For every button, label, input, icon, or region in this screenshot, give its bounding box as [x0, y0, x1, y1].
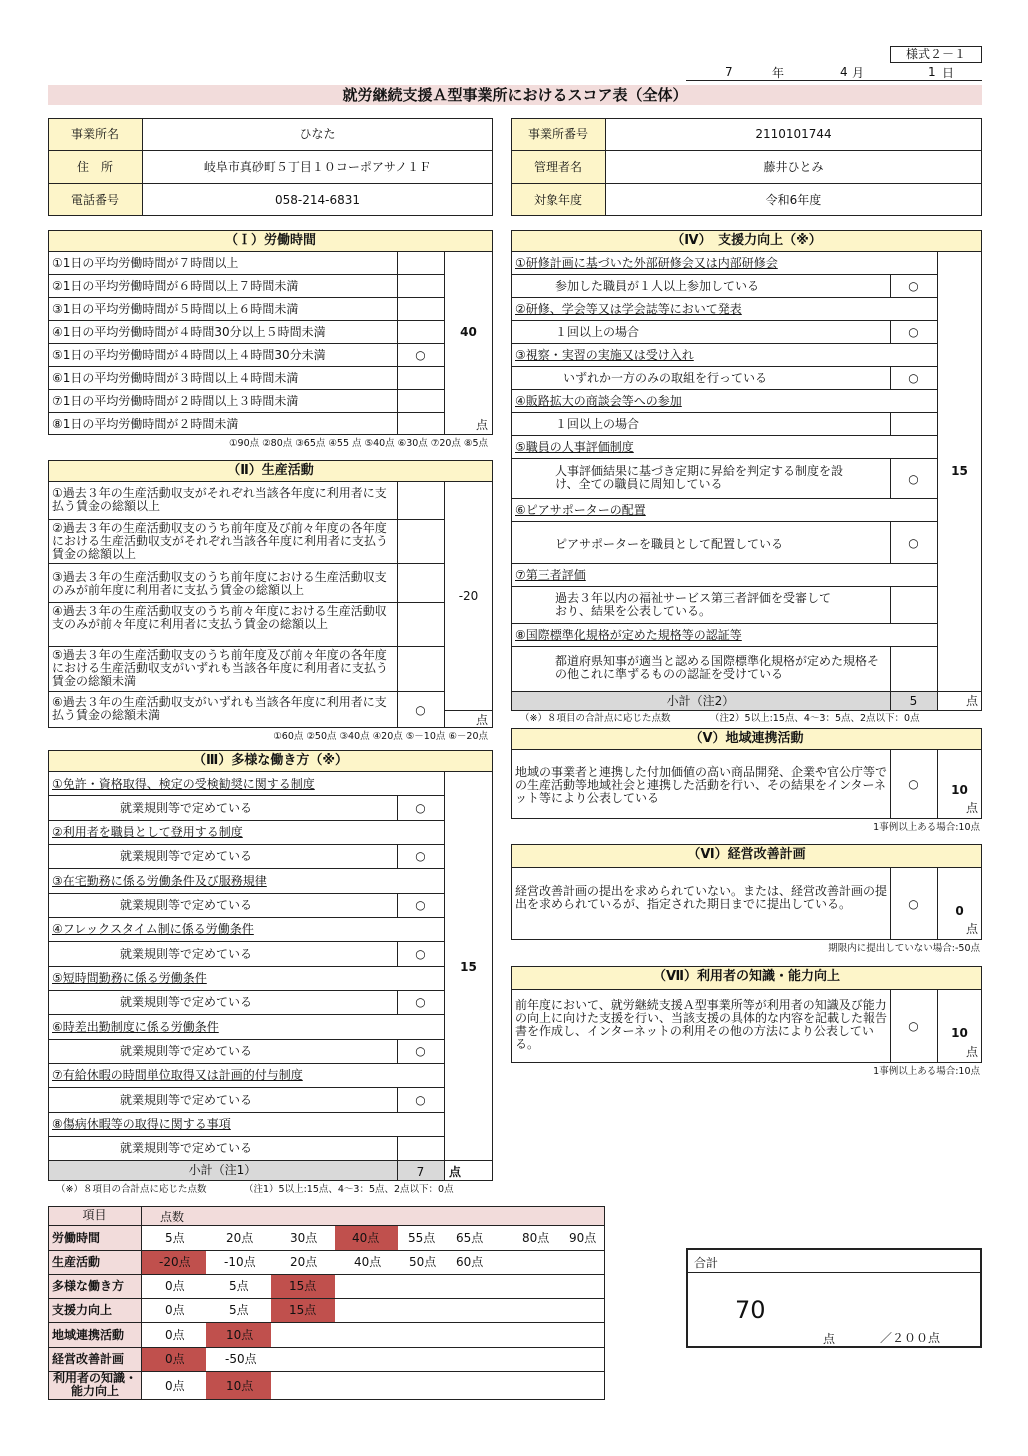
manager-label: 管理者名: [533, 160, 582, 174]
summary-value: 60点: [456, 1255, 484, 1269]
total-value: 70: [735, 1296, 766, 1324]
s6-note: 期限内に提出していない場合:-50点: [828, 943, 980, 954]
s3-rule-2: 就業規則等で定めている: [120, 849, 253, 863]
s4-subtotal: 5: [909, 694, 918, 708]
s1-item-2: ②1日の平均労働時間が６時間以上７時間未満: [52, 279, 299, 293]
summary-value: 15点: [289, 1303, 317, 1317]
summary-value: 50点: [409, 1255, 437, 1269]
summary-col-item: 項目: [82, 1208, 107, 1222]
summary-value: 15点: [289, 1279, 317, 1293]
s1-item-3: ③1日の平均労働時間が５時間以上６時間未満: [52, 302, 299, 316]
s3-rule-3: 就業規則等で定めている: [120, 898, 253, 912]
s4-item-5-body: 人事評価結果に基づき定期に昇給を判定する制度を設け、全ての職員に周知している: [555, 464, 844, 491]
s1-note: ①90点 ②80点 ③65点 ④55 点 ⑤40点 ⑥30点 ⑦20点 ⑧5点: [229, 438, 488, 449]
s3-mark-6: ○: [415, 1044, 426, 1058]
date-year-unit: 年: [772, 66, 785, 80]
s4-item-3-head: ③視察・実習の実施又は受け入れ: [515, 348, 694, 362]
s4-item-5-head: ⑤職員の人事評価制度: [515, 440, 634, 454]
summary-row-diverse: 多様な働き方: [52, 1279, 125, 1293]
section-6-title: （Ⅵ）経営改善計画: [511, 844, 982, 868]
s7-score: 10: [951, 1026, 968, 1040]
office-name-label: 事業所名: [70, 127, 119, 141]
summary-value: 0点: [165, 1303, 185, 1317]
summary-value: 30点: [290, 1231, 318, 1245]
summary-value: 0点: [165, 1379, 185, 1393]
s4-item-8-head: ⑧国際標準化規格が定めた規格等の認証等: [515, 628, 742, 642]
s3-subtotal-label: 小計（注1）: [188, 1163, 257, 1177]
form-code: 様式２－１: [905, 47, 966, 61]
s3-mark-3: ○: [415, 898, 426, 912]
s2-unit: 点: [476, 713, 489, 727]
summary-value: 5点: [229, 1303, 249, 1317]
summary-value: -20点: [159, 1255, 191, 1269]
date-year: 7: [725, 65, 733, 79]
office-number-label: 事業所番号: [527, 127, 588, 141]
total-label: 合計: [694, 1256, 719, 1270]
date-day: 1: [928, 65, 936, 79]
date-underline: [686, 80, 982, 81]
s7-mark: ○: [908, 1019, 919, 1033]
s2-item-5: ⑤過去３年の生産活動収支のうち前年度及び前々年度の各年度における生産活動収支がいずれも当該各年度に利用者に支払う賃金の総額未満: [52, 648, 389, 688]
summary-value: 20点: [226, 1231, 254, 1245]
s4-item-2-head: ②研修、学会等又は学会誌等において発表: [515, 302, 742, 316]
s2-item-2: ②過去３年の生産活動収支のうち前年度及び前々年度の各年度における生産活動収支がそれぞれ当該各年度に利用者に支払う賃金の総額以上: [52, 521, 389, 561]
s3-mark-1: ○: [415, 801, 426, 815]
s3-item-2: ②利用者を職員として登用する制度: [52, 825, 243, 839]
s2-item-3: ③過去３年の生産活動収支のうち前年度における生産活動収支のみが前年度に利用者に支払う賃金の総額以上: [52, 570, 387, 597]
s3-item-8: ⑧傷病休暇等の取得に関する事項: [52, 1117, 231, 1131]
s2-item-4: ④過去３年の生産活動収支のうち前々年度における生産活動収支のみが前々年度に利用者に支払う賃金の総額以上: [52, 604, 387, 631]
s4-item-5-mark: ○: [908, 472, 919, 486]
s3-item-1: ①免許・資格取得、検定の受検勧奨に関する制度: [52, 777, 315, 791]
summary-value: -10点: [224, 1255, 256, 1269]
date-day-unit: 日: [942, 66, 955, 80]
s4-item-6-body: ピアサポーターを職員として配置している: [555, 537, 784, 551]
s4-item-1-mark: ○: [908, 279, 919, 293]
date-month: 4: [840, 65, 848, 79]
manager: 藤井ひとみ: [763, 160, 824, 174]
summary-value: 55点: [408, 1231, 436, 1245]
s4-item-1-body: 参加した職員が１人以上参加している: [555, 279, 760, 293]
summary-value: 90点: [569, 1231, 597, 1245]
summary-value: 0点: [165, 1279, 185, 1293]
s5-unit: 点: [966, 801, 979, 815]
s6-mark: ○: [908, 897, 919, 911]
s6-unit: 点: [966, 922, 979, 936]
s7-note: 1事例以上ある場合:10点: [873, 1066, 980, 1077]
s5-score: 10: [951, 783, 968, 797]
phone-label: 電話番号: [70, 193, 119, 207]
s3-note-2: （注1）5以上:15点、4～3：5点、2点以下：0点: [244, 1184, 454, 1195]
s4-item-3-body: いずれか一方のみの取組を行っている: [563, 371, 768, 385]
s5-body: 地域の事業者と連携した付加価値の高い商品開発、企業や官公庁等での生産活動等地域社会と連携した活動を行い、その結果をインターネット等により公表している: [515, 765, 888, 805]
section-1-title: （Ｉ）労働時間: [48, 230, 493, 252]
s1-item-7: ⑦1日の平均労働時間が２時間以上３時間未満: [52, 394, 299, 408]
s7-unit: 点: [966, 1045, 979, 1059]
s5-mark: ○: [908, 777, 919, 791]
s4-item-7-body: 過去３年以内の福祉サービス第三者評価を受審しており、結果を公表している。: [555, 591, 832, 618]
s3-rule-7: 就業規則等で定めている: [120, 1093, 253, 1107]
s1-item-8: ⑧1日の平均労働時間が２時間未満: [52, 417, 239, 431]
section-4-title: （Ⅳ） 支援力向上（※）: [511, 230, 982, 252]
address: 岐阜市真砂町５丁目１０コーポアサノ１Ｆ: [203, 160, 432, 174]
summary-value: 0点: [165, 1328, 185, 1342]
summary-value: 40点: [354, 1255, 382, 1269]
s3-item-3: ③在宅勤務に係る労働条件及び服務規律: [52, 874, 267, 888]
section-7-title: （Ⅶ）利用者の知識・能力向上: [511, 966, 982, 990]
s5-note: 1事例以上ある場合:10点: [873, 822, 980, 833]
s3-mark-7: ○: [415, 1093, 426, 1107]
summary-value: 80点: [522, 1231, 550, 1245]
s4-unit: 点: [966, 694, 979, 708]
summary-value: 0点: [165, 1352, 185, 1366]
fiscal-year: 令和6年度: [765, 193, 822, 207]
s4-note-2: （注2）5以上:15点、4～3：5点、2点以下：0点: [710, 713, 920, 724]
date-month-unit: 月: [852, 66, 865, 80]
s7-body: 前年度において、就労継続支援Ａ型事業所等が利用者の知識及び能力の向上に向けた支援を行い、当該支援の具体的な内容を記載した報告書を作成し、インターネットの利用その他の方法により公表している。: [515, 998, 888, 1051]
s4-score: 15: [951, 464, 968, 478]
phone: 058-214-6831: [274, 193, 360, 207]
s2-item-6: ⑥過去３年の生産活動収支がいずれも当該各年度に利用者に支払う賃金の総額未満: [52, 695, 387, 722]
s1-unit: 点: [476, 418, 489, 432]
s1-score: 40: [460, 325, 477, 339]
office-number: 2110101744: [755, 127, 832, 141]
s2-note: ①60点 ②50点 ③40点 ④20点 ⑤－10点 ⑥－20点: [273, 731, 488, 742]
summary-row-management: 経営改善計画: [52, 1352, 125, 1366]
s3-subtotal: 7: [416, 1165, 425, 1179]
summary-row-support: 支援力向上: [52, 1303, 113, 1317]
s4-item-4-body: １回以上の場合: [555, 417, 640, 431]
s4-subtotal-label: 小計（注2）: [666, 694, 735, 708]
s3-unit: 点: [449, 1165, 462, 1179]
summary-value: 10点: [226, 1379, 254, 1393]
summary-row-labor: 労働時間: [52, 1231, 101, 1245]
summary-value: 40点: [352, 1231, 380, 1245]
s4-item-8-body: 都道府県知事が適当と認める国際標準化規格が定めた規格その他これに準ずるものの認証を受けている: [555, 654, 880, 681]
s3-mark-4: ○: [415, 947, 426, 961]
summary-value: 5点: [229, 1279, 249, 1293]
s4-item-2-mark: ○: [908, 325, 919, 339]
summary-row-community: 地域連携活動: [52, 1328, 125, 1342]
s4-note-1: （※）８項目の合計点に応じた点数: [520, 713, 671, 724]
s3-item-4: ④フレックスタイム制に係る労働条件: [52, 922, 254, 936]
summary-value: 10点: [226, 1328, 254, 1342]
s3-rule-8: 就業規則等で定めている: [120, 1141, 253, 1155]
s4-item-4-head: ④販路拡大の商談会等への参加: [515, 394, 682, 408]
s2-score: -20: [458, 589, 479, 603]
summary-col-points: 点数: [160, 1210, 185, 1224]
s3-item-6: ⑥時差出勤制度に係る労働条件: [52, 1020, 219, 1034]
section-2-title: （Ⅱ）生産活動: [48, 460, 493, 482]
s4-item-6-mark: ○: [908, 536, 919, 550]
s3-rule-1: 就業規則等で定めている: [120, 801, 253, 815]
s2-check-mark: ○: [415, 703, 426, 717]
section-5-title: （Ⅴ）地域連携活動: [511, 728, 982, 750]
summary-value: -50点: [225, 1352, 257, 1366]
s3-mark-2: ○: [415, 849, 426, 863]
s1-item-5: ⑤1日の平均労働時間が４時間以上４時間30分未満: [52, 348, 326, 362]
s3-note-1: （※）８項目の合計点に応じた点数: [56, 1184, 207, 1195]
s3-rule-6: 就業規則等で定めている: [120, 1044, 253, 1058]
s1-item-6: ⑥1日の平均労働時間が３時間以上４時間未満: [52, 371, 299, 385]
summary-value: 5点: [165, 1231, 185, 1245]
s2-item-1: ①過去３年の生産活動収支がそれぞれ当該各年度に利用者に支払う賃金の総額以上: [52, 486, 387, 513]
s3-mark-5: ○: [415, 995, 426, 1009]
office-name: ひなた: [299, 127, 336, 141]
s6-body: 経営改善計画の提出を求められていない。または、経営改善計画の提出を求められているが、指定された期日までに提出している。: [515, 884, 888, 911]
s3-item-5: ⑤短時間勤務に係る労働条件: [52, 971, 207, 985]
s4-item-3-mark: ○: [908, 371, 919, 385]
s4-item-7-head: ⑦第三者評価: [515, 568, 586, 582]
s4-item-1-head: ①研修計画に基づいた外部研修会又は内部研修会: [515, 256, 778, 270]
page-title: 就労継続支援Ａ型事業所におけるスコア表（全体）: [342, 86, 688, 104]
summary-row-knowledge: 利用者の知識・能力向上: [52, 1371, 137, 1398]
section-3-title: （Ⅲ）多様な働き方（※）: [48, 750, 493, 772]
s3-rule-4: 就業規則等で定めている: [120, 947, 253, 961]
s6-score: 0: [955, 904, 964, 918]
s3-item-7: ⑦有給休暇の時間単位取得又は計画的付与制度: [52, 1068, 303, 1082]
address-label: 住 所: [76, 160, 113, 174]
fiscal-year-label: 対象年度: [533, 193, 582, 207]
summary-value: 65点: [456, 1231, 484, 1245]
s3-rule-5: 就業規則等で定めている: [120, 995, 253, 1009]
s1-item-1: ①1日の平均労働時間が７時間以上: [52, 256, 239, 270]
s3-score: 15: [460, 960, 477, 974]
s1-check-mark: ○: [415, 348, 426, 362]
s1-item-4: ④1日の平均労働時間が４時間30分以上５時間未満: [52, 325, 326, 339]
total-max: ／２００点: [880, 1331, 941, 1345]
summary-row-production: 生産活動: [52, 1255, 101, 1269]
summary-value: 20点: [290, 1255, 318, 1269]
total-unit: 点: [823, 1332, 836, 1346]
s4-item-6-head: ⑥ピアサポーターの配置: [515, 503, 646, 517]
s4-item-2-body: １回以上の場合: [555, 325, 640, 339]
